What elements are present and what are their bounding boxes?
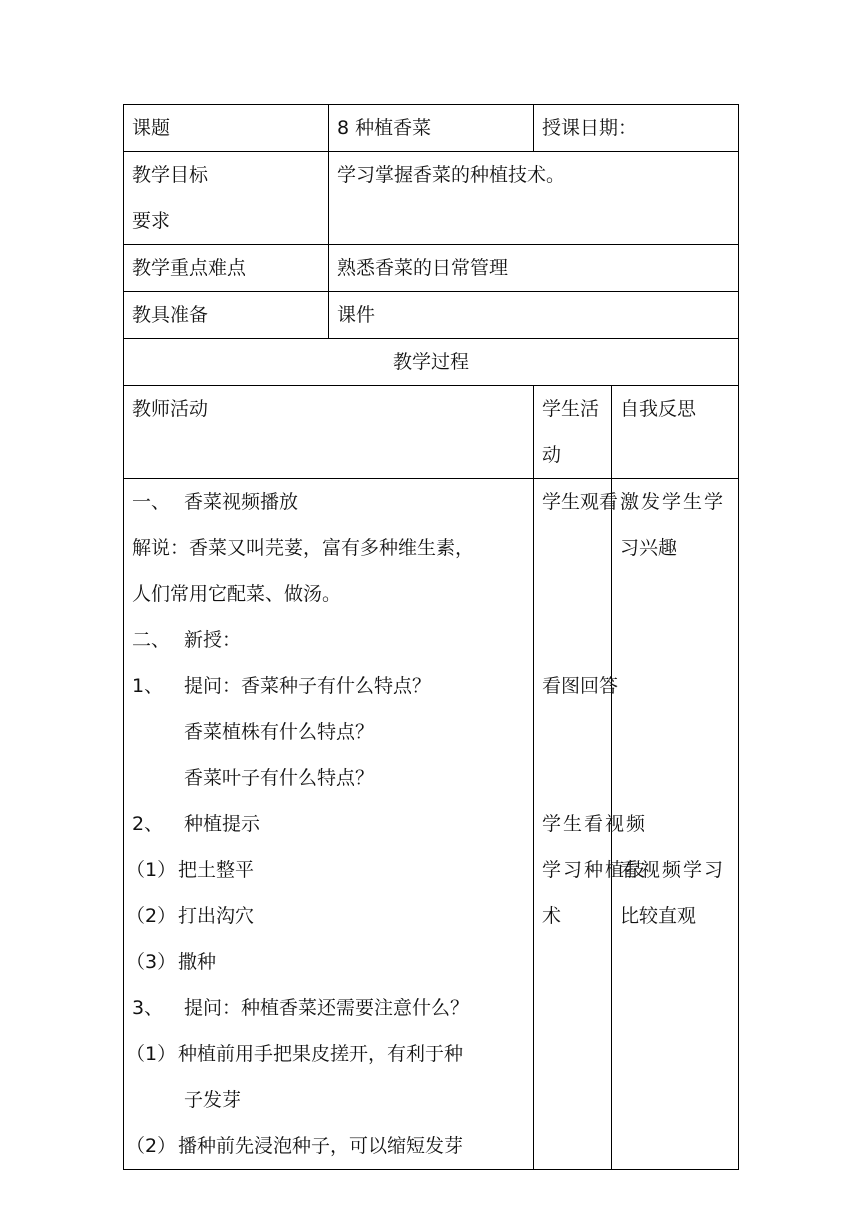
column-header-row [124, 386, 739, 479]
topic-value: 8 种植香菜 [329, 105, 534, 152]
list-item: 2、 种植提示 [132, 813, 261, 835]
content-row [124, 479, 739, 1170]
tools-value: 课件 [329, 292, 739, 339]
list-item: 子发芽 [184, 1089, 242, 1111]
key-points-value: 熟悉香菜的日常管理 [329, 245, 739, 292]
goals-row [124, 152, 739, 245]
spacer [542, 709, 603, 801]
list-item: 1、 提问：香菜种子有什么特点？ [132, 675, 432, 697]
reflection-2-line1: 看视频学习 [620, 859, 726, 881]
reflection-1-line2: 习兴趣 [620, 537, 678, 559]
spacer [620, 571, 730, 847]
reflection-header: 自我反思 [612, 386, 739, 479]
student-activity-cell [534, 479, 648, 1170]
student-activity-3-line1: 学生看视频 [542, 813, 648, 835]
goals-label-line1: 教学目标 [132, 164, 209, 186]
tools-label: 教具准备 [124, 292, 329, 339]
lesson-plan-table [123, 104, 739, 1170]
student-activity-header: 学生活动 [534, 386, 612, 479]
goals-label-cell [124, 152, 329, 245]
topic-row [124, 105, 739, 152]
list-item: （1） 把土整平 [126, 859, 255, 881]
list-item: 一、 香菜视频播放 [132, 491, 299, 513]
goals-value: 学习掌握香菜的种植技术。 [329, 152, 739, 245]
list-item: （1） 种植前用手把果皮搓开，有利于种 [126, 1043, 464, 1065]
tools-row [124, 292, 739, 339]
reflection-1-line1: 激发学生学 [620, 491, 726, 513]
student-activity-2: 看图回答 [542, 675, 619, 697]
date-label: 授课日期： [534, 105, 739, 152]
list-item: 香菜叶子有什么特点？ [184, 767, 375, 789]
teacher-activity-header: 教师活动 [124, 386, 534, 479]
process-title-row [124, 339, 739, 386]
list-item: 二、 新授： [132, 629, 242, 651]
student-activity-3-line3: 术 [542, 905, 562, 927]
list-item: （2） 打出沟穴 [126, 905, 255, 927]
list-item: （2） 播种前先浸泡种子，可以缩短发芽 [126, 1135, 464, 1157]
process-title: 教学过程 [124, 339, 739, 386]
list-item: 3、 提问：种植香菜还需要注意什么？ [132, 997, 470, 1019]
spacer [542, 525, 603, 663]
key-points-row [124, 245, 739, 292]
list-item: 香菜植株有什么特点？ [184, 721, 375, 743]
teacher-activity-cell [124, 479, 534, 1170]
reflection-2-line2: 比较直观 [620, 905, 697, 927]
list-item: 解说：香菜又叫芫荽，富有多种维生素， [132, 537, 475, 559]
student-activity-3-line2: 学习种植技 [542, 859, 648, 881]
goals-label-line2: 要求 [132, 210, 171, 232]
key-points-label: 教学重点难点 [124, 245, 329, 292]
list-item: （3） 撒种 [126, 951, 217, 973]
student-activity-1: 学生观看 [542, 491, 619, 513]
topic-label: 课题 [124, 105, 329, 152]
list-item: 人们常用它配菜、做汤。 [132, 583, 342, 605]
